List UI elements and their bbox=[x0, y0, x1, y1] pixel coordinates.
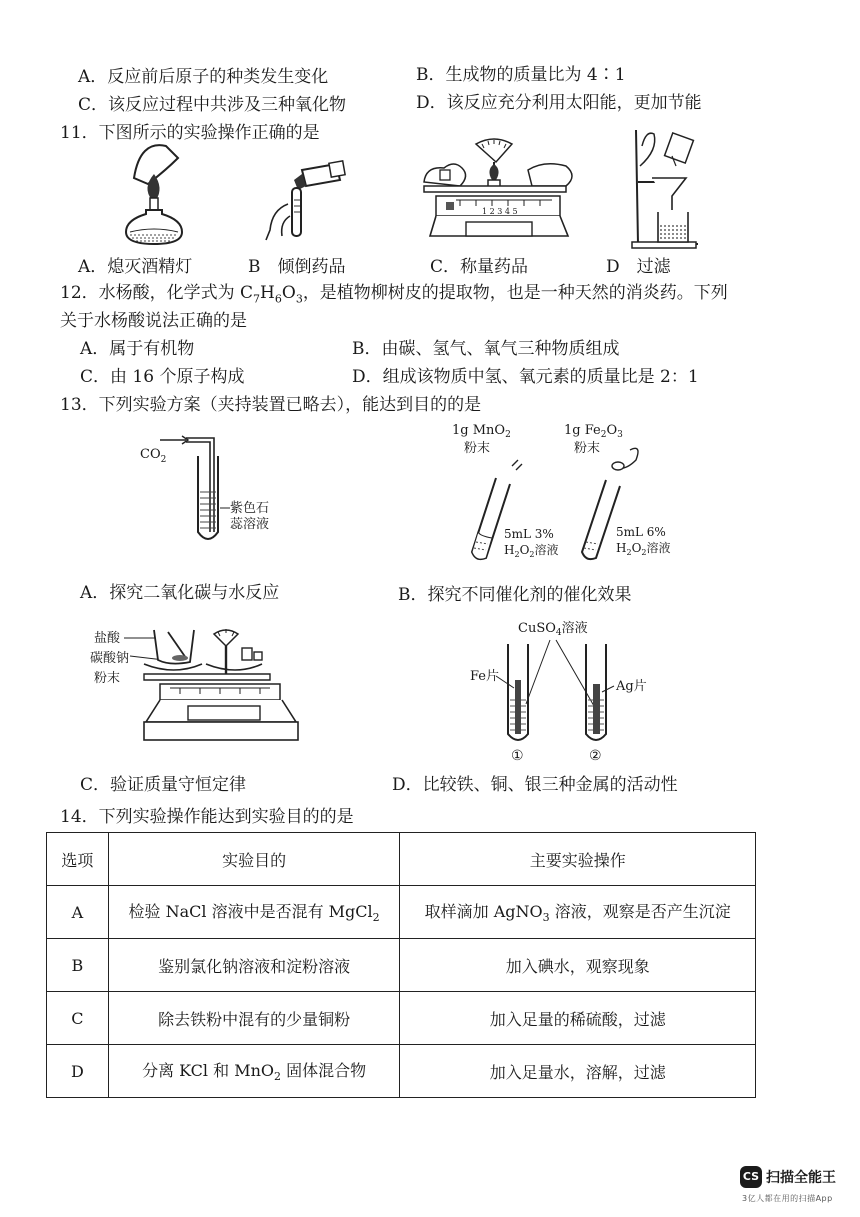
hcl-label: 盐酸 bbox=[94, 631, 121, 646]
q12-stem: 12．水杨酸，化学式为 $C_7H_6O_3$，是植物柳树皮的提取物，也是一种天然的消炎药。下列 bbox=[60, 283, 728, 306]
row-operation: 取样滴加 AgNO$_3$ 溶液，观察是否产生沉淀 bbox=[400, 886, 756, 939]
brand-name: 扫描全能王 bbox=[766, 1170, 836, 1186]
table-row bbox=[47, 886, 756, 939]
powder-label-1: 粉末 bbox=[464, 441, 491, 456]
q10-option-d: D．该反应充分利用太阳能，更加节能 bbox=[416, 93, 702, 113]
row-goal: 检验 NaCl 溶液中是否混有 MgCl$_2$ bbox=[108, 886, 400, 939]
ag-sheet-label: Ag片 bbox=[616, 679, 647, 694]
row-goal: 分离 KCl 和 MnO$_2$ 固体混合物 bbox=[108, 1045, 400, 1098]
powder-label-2: 粉末 bbox=[574, 441, 601, 456]
cuso4-label: CuSO$_4$溶液 bbox=[518, 621, 588, 638]
q13-option-a: A．探究二氧化碳与水反应 bbox=[80, 583, 280, 603]
row-option: B bbox=[47, 939, 109, 992]
row-option: A bbox=[47, 886, 109, 939]
row-option: D bbox=[47, 1045, 109, 1098]
q11-option-c: C．称量药品 bbox=[430, 257, 529, 277]
tube-2-label: ② bbox=[589, 748, 602, 764]
q13-stem: 13．下列实验方案（夹持装置已略去），能达到目的的是 bbox=[60, 395, 482, 415]
na2co3-label-2: 粉末 bbox=[94, 671, 121, 686]
header-goal: 实验目的 bbox=[108, 833, 400, 886]
metal-activity-figure bbox=[462, 614, 662, 764]
q14-stem: 14．下列实验操作能达到实验目的的是 bbox=[60, 807, 354, 827]
q12-stem-line2: 关于水杨酸说法正确的是 bbox=[60, 311, 247, 331]
balance-figure bbox=[416, 136, 584, 244]
q12-option-c: C．由 16 个原子构成 bbox=[80, 367, 245, 387]
co2-label: $CO_2$ bbox=[140, 447, 167, 465]
row-operation: 加入足量的稀硫酸，过滤 bbox=[400, 992, 756, 1045]
row-goal: 鉴别氯化钠溶液和淀粉溶液 bbox=[108, 939, 400, 992]
header-option: 选项 bbox=[47, 833, 109, 886]
q10-option-c: C．该反应过程中共涉及三种氧化物 bbox=[78, 95, 347, 115]
row-operation: 加入足量水，溶解，过滤 bbox=[400, 1045, 756, 1098]
table-row bbox=[47, 1045, 756, 1098]
balance-scale-ticks: 1 2 3 4 5 bbox=[482, 207, 518, 216]
row-goal: 除去铁粉中混有的少量铜粉 bbox=[108, 992, 400, 1045]
header-operation: 主要实验操作 bbox=[400, 833, 756, 886]
q12-option-d: D．组成该物质中氢、氧元素的质量比是 2：1 bbox=[352, 367, 699, 387]
q12-option-a: A．属于有机物 bbox=[80, 339, 195, 359]
brand-tagline: 3亿人都在用的扫描App bbox=[742, 1194, 833, 1203]
row-option: C bbox=[47, 992, 109, 1045]
q10-option-a: A．反应前后原子的种类发生变化 bbox=[78, 67, 329, 87]
litmus-label-2: 蕊溶液 bbox=[230, 517, 270, 532]
fe-sheet-label: Fe片 bbox=[470, 669, 500, 684]
litmus-label-1: 紫色石 bbox=[230, 501, 270, 516]
q12-option-b: B．由碳、氢气、氧气三种物质组成 bbox=[352, 339, 620, 359]
mno2-label: 1g MnO$_2$ bbox=[452, 423, 511, 440]
q13-option-b: B．探究不同催化剂的催化效果 bbox=[398, 585, 632, 605]
q14-table bbox=[46, 832, 756, 1098]
na2co3-label-1: 碳酸钠 bbox=[90, 651, 130, 666]
q11-stem: 11．下图所示的实验操作正确的是 bbox=[60, 123, 320, 143]
table-row bbox=[47, 939, 756, 992]
row-operation: 加入碘水，观察现象 bbox=[400, 939, 756, 992]
h2o2-6pct-label: 5mL 6% bbox=[616, 525, 666, 539]
alcohol-lamp-figure bbox=[120, 138, 190, 248]
q13-option-d: D．比较铁、铜、银三种金属的活动性 bbox=[392, 775, 678, 795]
h2o2-label-a: $H_2O_2$溶液 bbox=[504, 543, 559, 559]
q11-option-d: D 过滤 bbox=[606, 257, 671, 277]
fe2o3-label: 1g $Fe_2O_3$ bbox=[564, 423, 623, 440]
h2o2-label-b: $H_2O_2$溶液 bbox=[616, 541, 671, 557]
q13-option-c: C．验证质量守恒定律 bbox=[80, 775, 247, 795]
h2o2-3pct-label: 5mL 3% bbox=[504, 527, 554, 541]
co2-litmus-figure bbox=[138, 432, 298, 552]
q11-option-a: A．熄灭酒精灯 bbox=[78, 257, 193, 277]
filtration-figure bbox=[628, 126, 708, 250]
mass-conservation-figure bbox=[90, 620, 310, 750]
table-row bbox=[47, 992, 756, 1045]
tube-1-label: ① bbox=[511, 748, 524, 764]
q11-option-b: B 倾倒药品 bbox=[248, 257, 346, 277]
catalyst-figure bbox=[446, 420, 686, 570]
table-header-row bbox=[47, 833, 756, 886]
pouring-figure bbox=[262, 160, 352, 240]
camscanner-logo-icon: CS bbox=[740, 1166, 762, 1188]
q10-option-b: B．生成物的质量比为 4∶1 bbox=[416, 65, 626, 85]
